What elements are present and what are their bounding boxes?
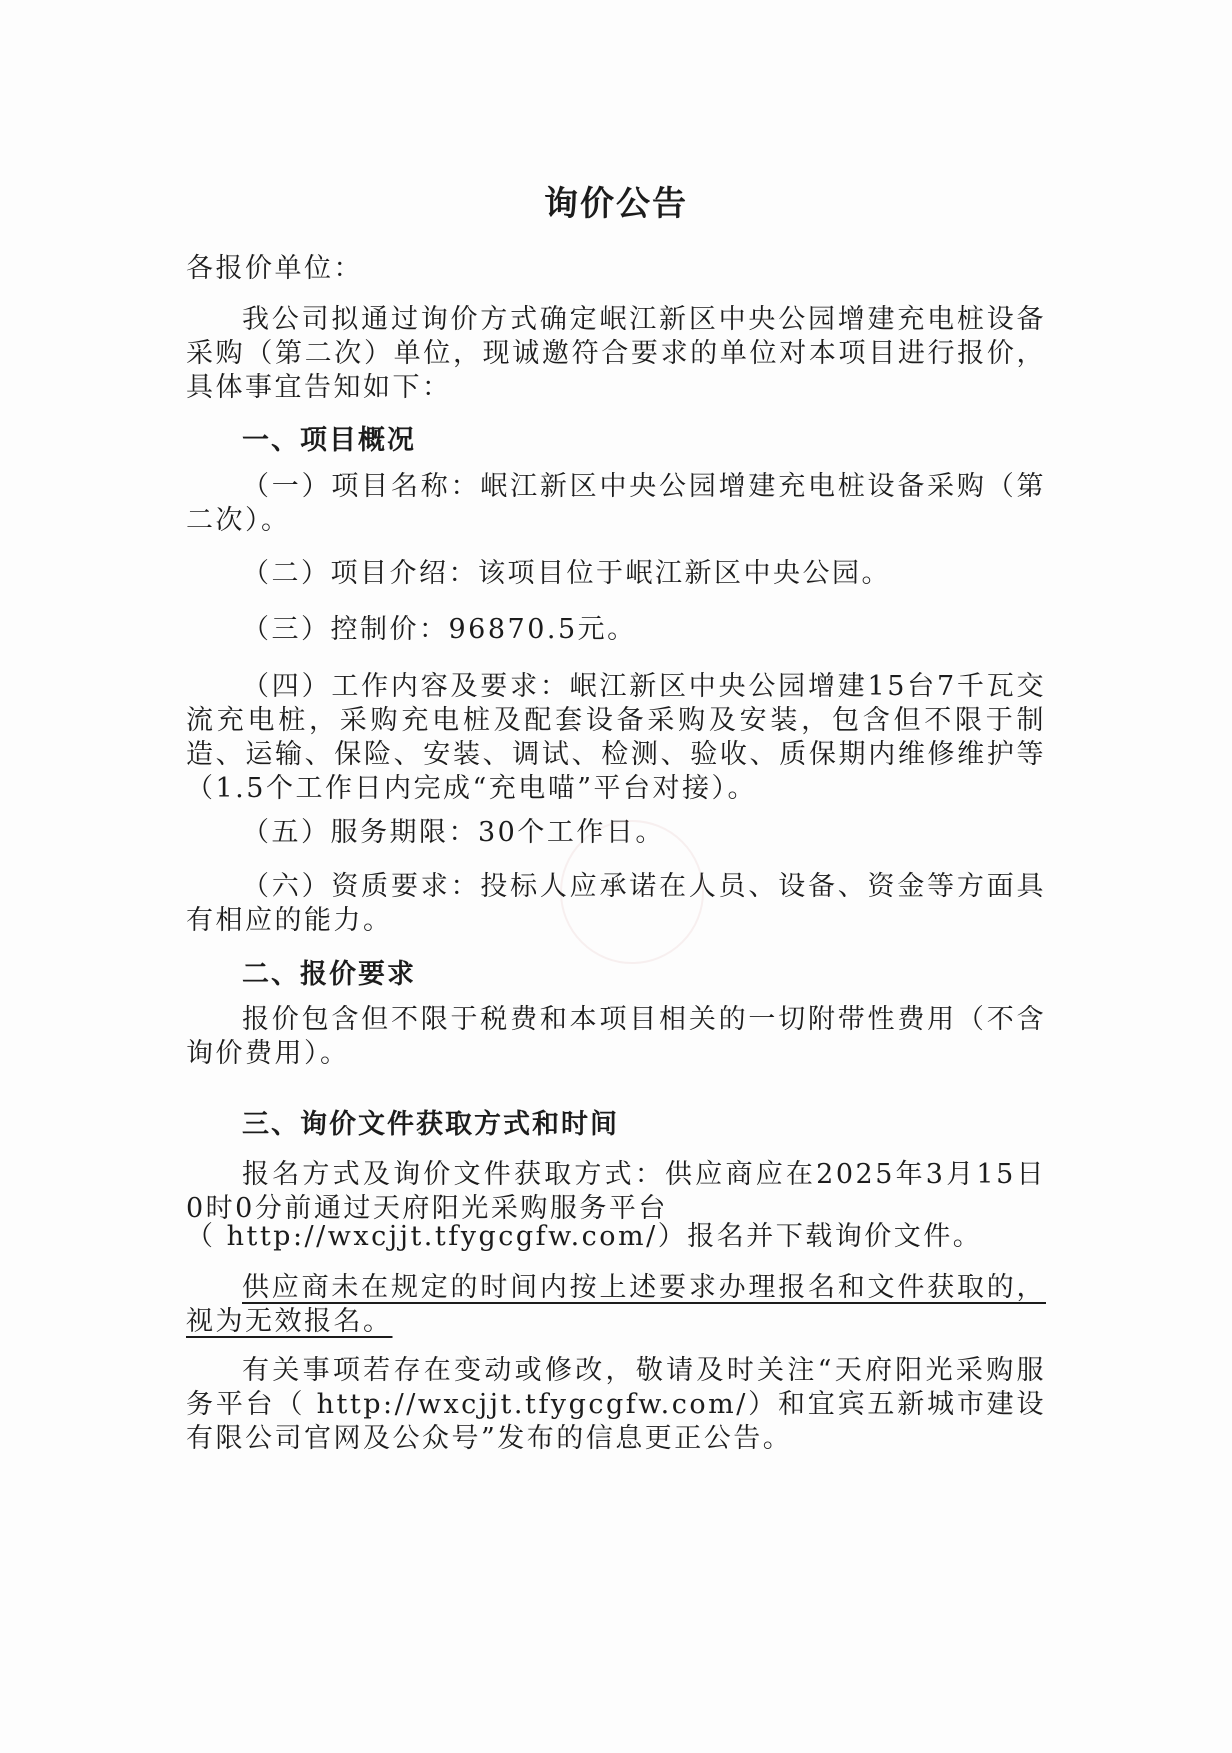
section-1-item-4: （四）工作内容及要求：岷江新区中央公园增建15台7千瓦交流充电桩，采购充电桩及配套设备采购及安装，包含但不限于制造、运输、保险、安装、调试、检测、验收、质保期内维修维护等（1.5个工作日内完成“充电喵”平台对接）。: [186, 671, 1046, 804]
section-2-heading: 二、报价要求: [242, 959, 416, 990]
section-1-item-6: （六）资质要求：投标人应承诺在人员、设备、资金等方面具有相应的能力。: [186, 871, 1046, 936]
faint-seal-trace: [560, 820, 704, 964]
underlined-text: 供应商未在规定的时间内按上述要求办理报名和文件获取的，视为无效报名。: [186, 1272, 1046, 1337]
salutation: 各报价单位：: [186, 253, 363, 284]
section-2-text: 报价包含但不限于税费和本项目相关的一切附带性费用（不含询价费用）。: [186, 1004, 1046, 1069]
section-3-text-line-2: （ http://wxcjjt.tfygcgfw.com/）报名并下载询价文件。: [186, 1221, 983, 1252]
section-1-heading: 一、项目概况: [242, 425, 416, 456]
invalid-registration-note: [186, 1271, 1046, 1339]
section-3-heading: 三、询价文件获取方式和时间: [242, 1109, 619, 1140]
page-title: 询价公告: [544, 184, 688, 224]
notice-paragraph: 有关事项若存在变动或修改，敬请及时关注“天府阳光采购服务平台（ http://wxcjjt.tfygcgfw.com/）和宜宾五新城市建设有限公司官网及公众号”发布的信息更正公告。: [186, 1355, 1046, 1454]
section-3-text-line-1: 报名方式及询价文件获取方式：供应商应在2025年3月15日0时0分前通过天府阳光采购服务平台: [186, 1159, 1046, 1224]
section-1-item-2: （二）项目介绍：该项目位于岷江新区中央公园。: [242, 558, 891, 589]
section-1-item-3: （三）控制价：96870.5元。: [242, 614, 637, 645]
intro-paragraph: 我公司拟通过询价方式确定岷江新区中央公园增建充电桩设备采购（第二次）单位，现诚邀符合要求的单位对本项目进行报价，具体事宜告知如下：: [186, 304, 1046, 403]
section-1-item-1: （一）项目名称：岷江新区中央公园增建充电桩设备采购（第二次）。: [186, 471, 1046, 536]
section-1-item-5: （五）服务期限：30个工作日。: [242, 817, 665, 848]
